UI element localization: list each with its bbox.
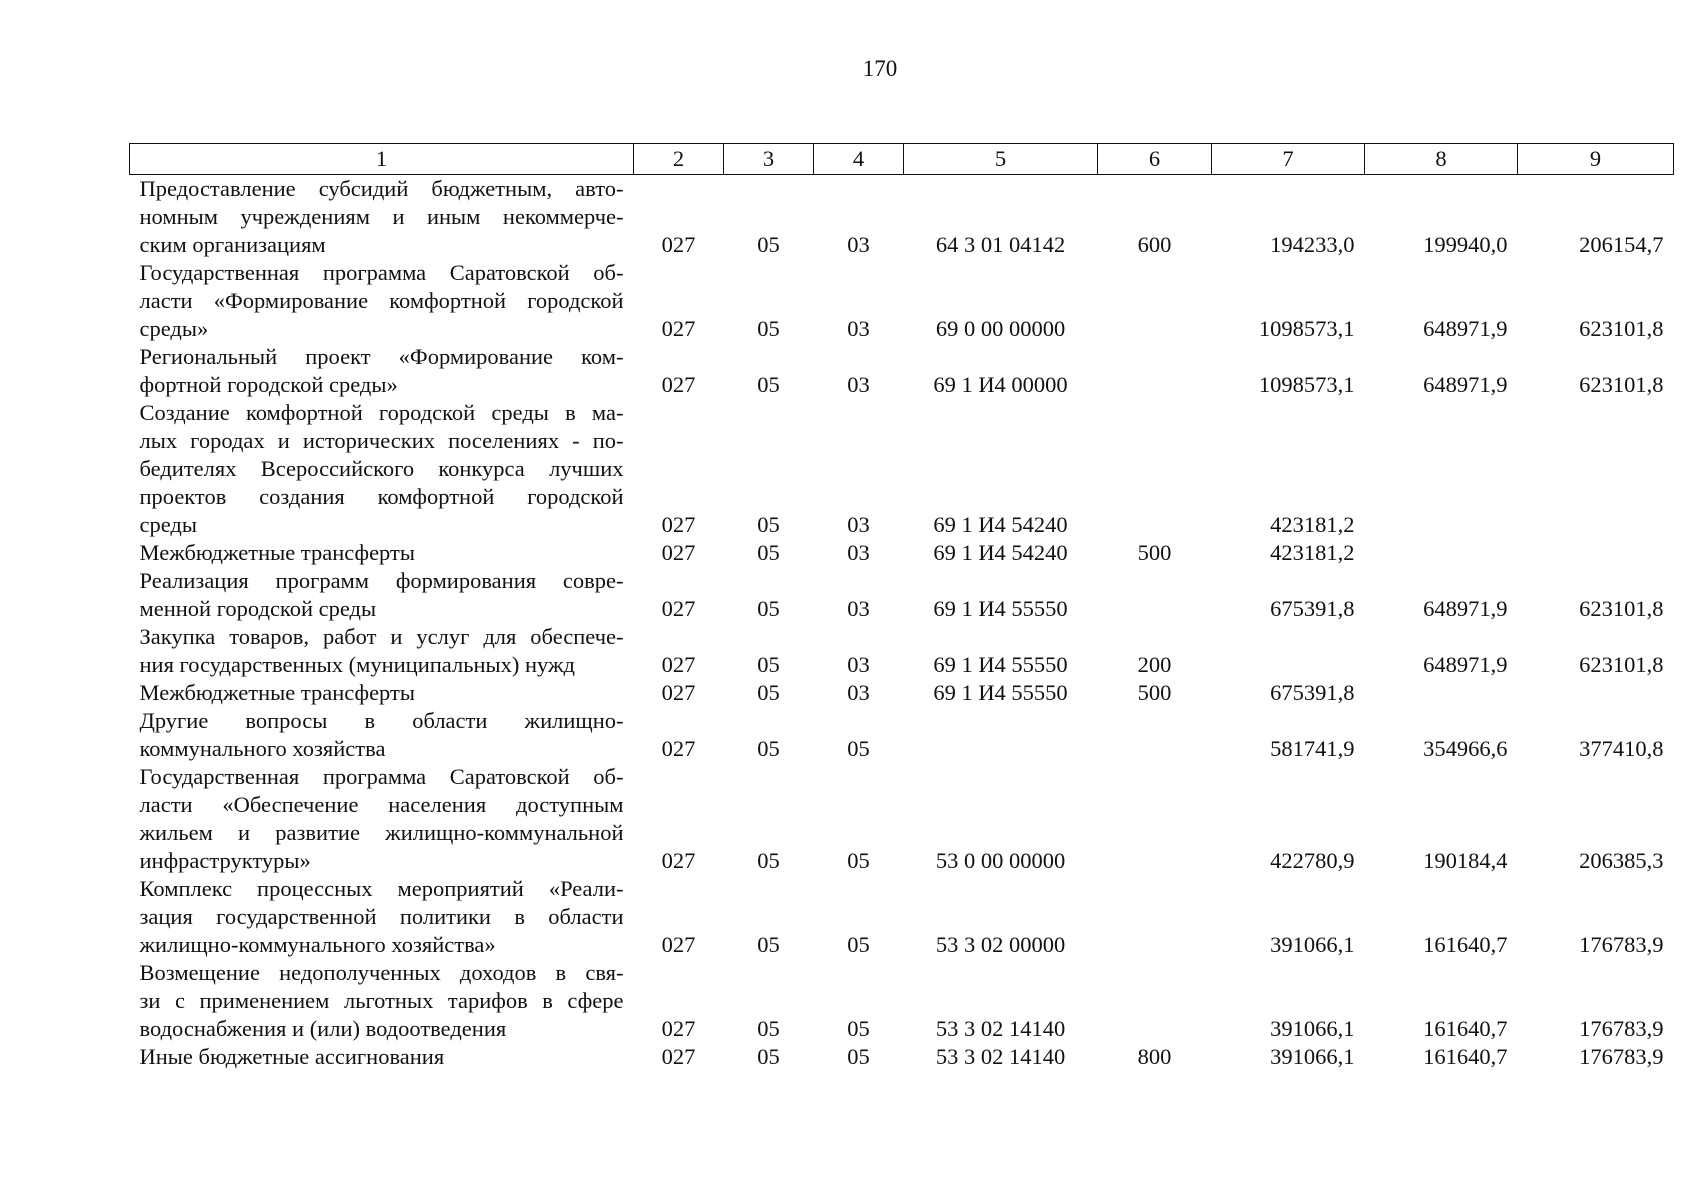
- target-article-cell: 69 1 И4 54240: [933, 540, 1068, 565]
- amount-col7-cell: 1098573,1: [1258, 372, 1355, 397]
- table-row: [130, 1043, 1674, 1071]
- column-header: 1: [130, 144, 634, 175]
- chapter-code-cell: 027: [661, 512, 696, 537]
- column-header: 7: [1212, 144, 1365, 175]
- table-row: [130, 175, 1674, 260]
- amount-col9-cell: 176783,9: [1579, 1016, 1664, 1041]
- amount-col7-cell: 391066,1: [1270, 932, 1355, 957]
- amount-col7-cell: 422780,9: [1270, 848, 1355, 873]
- expense-type-cell: [1098, 399, 1212, 539]
- amount-col9-cell: 623101,8: [1579, 372, 1664, 397]
- item-name-line: Комплекс процессных мероприятий «Реали-: [139, 876, 624, 901]
- item-name-cell: [130, 343, 634, 399]
- subsection-code-cell: 05: [847, 848, 870, 873]
- expense-type-cell: 500: [1137, 680, 1172, 705]
- item-name-line: Другие вопросы в области жилищно-: [139, 708, 624, 733]
- section-code-cell: 05: [757, 680, 780, 705]
- subsection-code-cell: 03: [847, 316, 870, 341]
- header-row: [130, 144, 1674, 175]
- subsection-code-cell: 05: [847, 736, 870, 761]
- amount-col7-cell: 391066,1: [1270, 1016, 1355, 1041]
- expense-type-cell: [1098, 763, 1212, 875]
- amount-col8-cell: [1365, 539, 1518, 567]
- item-name-line: жилищно-коммунального хозяйства»: [139, 932, 496, 957]
- column-header: 5: [904, 144, 1098, 175]
- table-row: [130, 875, 1674, 959]
- table-row: [130, 679, 1674, 707]
- section-code-cell: 05: [757, 1016, 780, 1041]
- column-header: 4: [814, 144, 904, 175]
- amount-col8-cell: 648971,9: [1423, 596, 1508, 621]
- section-code-cell: 05: [757, 1044, 780, 1069]
- expense-type-cell: 800: [1137, 1044, 1172, 1069]
- section-code-cell: 05: [757, 652, 780, 677]
- column-header: 2: [634, 144, 724, 175]
- item-name-line: Государственная программа Саратовской об-: [139, 260, 624, 285]
- chapter-code-cell: 027: [661, 596, 696, 621]
- chapter-code-cell: 027: [661, 932, 696, 957]
- item-name-line: Предоставление субсидий бюджетным, авто-: [139, 176, 624, 201]
- chapter-code-cell: 027: [661, 652, 696, 677]
- item-name-cell: [130, 399, 634, 539]
- item-name-line: среды»: [139, 316, 209, 341]
- item-name-line: зи с применением льготных тарифов в сфере: [139, 988, 624, 1013]
- amount-col8-cell: 648971,9: [1423, 316, 1508, 341]
- amount-col8-cell: 648971,9: [1423, 652, 1508, 677]
- target-article-cell: 69 1 И4 55550: [933, 680, 1068, 705]
- section-code-cell: 05: [757, 512, 780, 537]
- item-name-line: Иные бюджетные ассигнования: [139, 1044, 445, 1069]
- item-name-line: ния государственных (муниципальных) нужд: [139, 652, 575, 677]
- subsection-code-cell: 05: [847, 932, 870, 957]
- subsection-code-cell: 03: [847, 652, 870, 677]
- chapter-code-cell: 027: [661, 848, 696, 873]
- table-body: [130, 175, 1674, 1072]
- item-name-cell: [130, 679, 634, 707]
- item-name-line: Государственная программа Саратовской об-: [139, 764, 624, 789]
- item-name-line: коммунального хозяйства: [139, 736, 386, 761]
- target-article-cell: 64 3 01 04142: [935, 232, 1066, 257]
- table-row: [130, 959, 1674, 1043]
- item-name-line: проектов создания комфортной городской: [139, 484, 624, 509]
- table-row: [130, 623, 1674, 679]
- item-name-line: лых городах и исторических поселениях - по-: [139, 428, 624, 453]
- target-article-cell: 53 3 02 00000: [935, 932, 1066, 957]
- amount-col7-cell: 423181,2: [1270, 512, 1355, 537]
- target-article-cell: 69 1 И4 54240: [933, 512, 1068, 537]
- table-row: [130, 539, 1674, 567]
- expense-type-cell: 200: [1137, 652, 1172, 677]
- column-header: 6: [1098, 144, 1212, 175]
- table-row: [130, 343, 1674, 399]
- section-code-cell: 05: [757, 932, 780, 957]
- item-name-line: водоснабжения и (или) водоотведения: [139, 1016, 507, 1041]
- item-name-line: Возмещение недополученных доходов в свя-: [139, 960, 624, 985]
- subsection-code-cell: 03: [847, 512, 870, 537]
- item-name-line: ласти «Обеспечение населения доступным: [139, 792, 624, 817]
- subsection-code-cell: 03: [847, 232, 870, 257]
- item-name-line: Региональный проект «Формирование ком-: [139, 344, 624, 369]
- chapter-code-cell: 027: [661, 680, 696, 705]
- amount-col8-cell: 161640,7: [1423, 1044, 1508, 1069]
- target-article-cell: 53 3 02 14140: [935, 1016, 1066, 1041]
- section-code-cell: 05: [757, 736, 780, 761]
- amount-col7-cell: 581741,9: [1270, 736, 1355, 761]
- item-name-line: зация государственной политики в области: [139, 904, 624, 929]
- page-number: 170: [862, 56, 898, 81]
- chapter-code-cell: 027: [661, 316, 696, 341]
- target-article-cell: [904, 707, 1098, 763]
- item-name-cell: [130, 1043, 634, 1071]
- chapter-code-cell: 027: [661, 1044, 696, 1069]
- amount-col7-cell: 391066,1: [1270, 1044, 1355, 1069]
- item-name-cell: [130, 707, 634, 763]
- section-code-cell: 05: [757, 372, 780, 397]
- subsection-code-cell: 03: [847, 372, 870, 397]
- amount-col9-cell: [1518, 679, 1674, 707]
- item-name-line: жильем и развитие жилищно-коммунальной: [139, 820, 624, 845]
- item-name-line: менной городской среды: [139, 596, 377, 621]
- amount-col9-cell: 176783,9: [1579, 1044, 1664, 1069]
- item-name-line: инфраструктуры»: [139, 848, 311, 873]
- amount-col8-cell: [1365, 399, 1518, 539]
- table-row: [130, 763, 1674, 875]
- chapter-code-cell: 027: [661, 1016, 696, 1041]
- target-article-cell: 69 1 И4 55550: [933, 596, 1068, 621]
- amount-col7-cell: 675391,8: [1270, 680, 1355, 705]
- subsection-code-cell: 03: [847, 680, 870, 705]
- expense-type-cell: [1098, 959, 1212, 1043]
- item-name-cell: [130, 567, 634, 623]
- subsection-code-cell: 05: [847, 1044, 870, 1069]
- item-name-cell: [130, 763, 634, 875]
- item-name-cell: [130, 539, 634, 567]
- expense-type-cell: [1098, 567, 1212, 623]
- subsection-code-cell: 03: [847, 596, 870, 621]
- item-name-line: фортной городской среды»: [139, 372, 398, 397]
- amount-col7-cell: 423181,2: [1270, 540, 1355, 565]
- item-name-line: номным учреждениям и иным некоммерче-: [139, 204, 624, 229]
- item-name-line: среды: [139, 512, 197, 537]
- amount-col9-cell: 623101,8: [1579, 652, 1664, 677]
- amount-col7-cell: 675391,8: [1270, 596, 1355, 621]
- expense-type-cell: [1098, 875, 1212, 959]
- item-name-line: Создание комфортной городской среды в ма-: [139, 400, 624, 425]
- amount-col7-cell: 1098573,1: [1258, 316, 1355, 341]
- section-code-cell: 05: [757, 540, 780, 565]
- section-code-cell: 05: [757, 596, 780, 621]
- amount-col8-cell: 354966,6: [1423, 736, 1508, 761]
- table-row: [130, 399, 1674, 539]
- item-name-line: ласти «Формирование комфортной городской: [139, 288, 624, 313]
- chapter-code-cell: 027: [661, 372, 696, 397]
- item-name-cell: [130, 175, 634, 260]
- table-row: [130, 567, 1674, 623]
- expense-type-cell: [1098, 259, 1212, 343]
- chapter-code-cell: 027: [661, 736, 696, 761]
- target-article-cell: 69 1 И4 00000: [933, 372, 1068, 397]
- chapter-code-cell: 027: [661, 232, 696, 257]
- section-code-cell: 05: [757, 232, 780, 257]
- section-code-cell: 05: [757, 316, 780, 341]
- item-name-line: бедителях Всероссийского конкурса лучших: [139, 456, 624, 481]
- expense-type-cell: 500: [1137, 540, 1172, 565]
- column-header: 3: [724, 144, 814, 175]
- table-row: [130, 707, 1674, 763]
- amount-col9-cell: [1518, 399, 1674, 539]
- expense-type-cell: [1098, 707, 1212, 763]
- amount-col9-cell: [1518, 539, 1674, 567]
- table-row: [130, 259, 1674, 343]
- expense-type-cell: [1098, 343, 1212, 399]
- target-article-cell: 69 0 00 00000: [935, 316, 1066, 341]
- target-article-cell: 53 0 00 00000: [935, 848, 1066, 873]
- section-code-cell: 05: [757, 848, 780, 873]
- subsection-code-cell: 05: [847, 1016, 870, 1041]
- amount-col8-cell: [1365, 679, 1518, 707]
- target-article-cell: 53 3 02 14140: [935, 1044, 1066, 1069]
- item-name-cell: [130, 623, 634, 679]
- target-article-cell: 69 1 И4 55550: [933, 652, 1068, 677]
- item-name-line: Межбюджетные трансферты: [139, 540, 415, 565]
- expense-type-cell: 600: [1137, 232, 1172, 257]
- amount-col8-cell: 648971,9: [1423, 372, 1508, 397]
- amount-col9-cell: 623101,8: [1579, 316, 1664, 341]
- amount-col8-cell: 190184,4: [1423, 848, 1508, 873]
- item-name-line: Закупка товаров, работ и услуг для обеспече-: [139, 624, 624, 649]
- item-name-cell: [130, 259, 634, 343]
- item-name-line: Межбюджетные трансферты: [139, 680, 415, 705]
- amount-col8-cell: 161640,7: [1423, 1016, 1508, 1041]
- item-name-line: Реализация программ формирования совре-: [139, 568, 624, 593]
- amount-col8-cell: 161640,7: [1423, 932, 1508, 957]
- amount-col9-cell: 377410,8: [1579, 736, 1664, 761]
- amount-col8-cell: 199940,0: [1423, 232, 1508, 257]
- item-name-cell: [130, 959, 634, 1043]
- item-name-cell: [130, 875, 634, 959]
- subsection-code-cell: 03: [847, 540, 870, 565]
- amount-col9-cell: 176783,9: [1579, 932, 1664, 957]
- amount-col7-cell: 194233,0: [1270, 232, 1355, 257]
- column-header: 9: [1518, 144, 1674, 175]
- chapter-code-cell: 027: [661, 540, 696, 565]
- item-name-line: ским организациям: [139, 232, 326, 257]
- amount-col9-cell: 206385,3: [1579, 848, 1664, 873]
- amount-col9-cell: 206154,7: [1579, 232, 1664, 257]
- amount-col9-cell: 623101,8: [1579, 596, 1664, 621]
- column-header: 8: [1365, 144, 1518, 175]
- budget-table: [129, 143, 1674, 1071]
- amount-col7-cell: [1212, 623, 1365, 679]
